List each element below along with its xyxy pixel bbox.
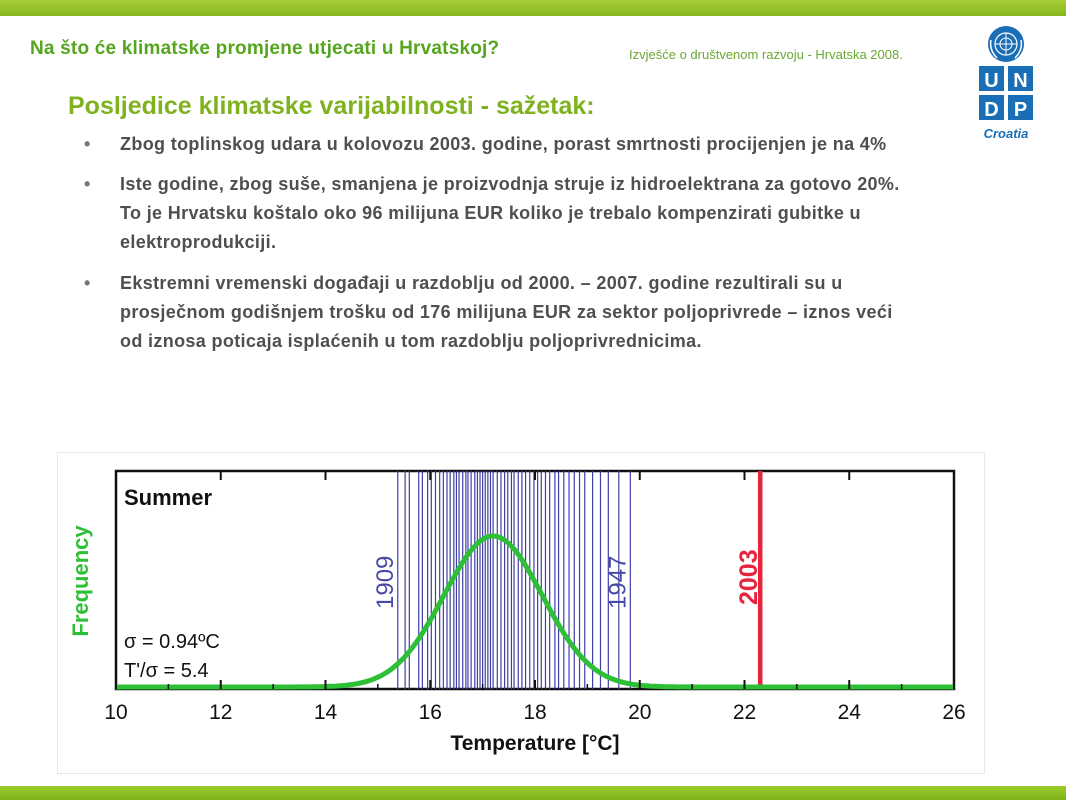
x-tick-label: 10 — [104, 701, 128, 724]
x-tick-label: 22 — [732, 701, 757, 724]
x-tick-label: 18 — [523, 701, 547, 724]
report-title: Izvješće o društvenom razvoju - Hrvatska 2008. — [629, 47, 903, 62]
list-item — [84, 269, 914, 356]
bullet-text: Zbog toplinskog udara u kolovozu 2003. godine, porast smrtnosti procijenjen je na 4% — [120, 134, 887, 154]
logo-subtitle: Croatia — [983, 126, 1029, 141]
ratio-annotation: T'/σ = 5.4 — [124, 660, 209, 682]
slide-title: Posljedice klimatske varijabilnosti - sažetak: — [68, 92, 595, 120]
logo-letter-n: N — [1013, 70, 1028, 92]
x-tick-label: 12 — [209, 701, 233, 724]
bullet-dot-icon: • — [84, 134, 91, 154]
undp-logo — [975, 18, 1037, 146]
x-tick-label: 26 — [942, 701, 966, 724]
logo-letter-u: U — [984, 70, 999, 92]
chart-svg — [58, 453, 984, 773]
list-item — [84, 170, 914, 257]
bullet-text: Iste godine, zbog suše, smanjena je proizvodnja struje iz hidroelektrana za gotovo 20%. To je Hrvatsku koštalo oko 96 milijuna EUR koliko je trebalo kompenzirati gubitke u elektroprodukciji. — [120, 174, 900, 252]
bullet-dot-icon: • — [84, 273, 91, 293]
bullet-text: Ekstremni vremenski događaji u razdoblju od 2000. – 2007. godine rezultirali su u prosječnom godišnjem trošku od 176 milijuna EUR za sektor poljoprivrede – iznos veći od iznosa poticaja isplaćenih u tom razdoblju poljoprivrednicima. — [120, 273, 893, 351]
logo-letter-p: P — [1013, 99, 1028, 121]
sigma-annotation: σ = 0.94ºC — [124, 631, 220, 653]
bullet-list — [84, 130, 914, 356]
x-axis-label: Temperature [°C] — [450, 732, 620, 755]
bullet-dot-icon: • — [84, 174, 91, 194]
year-label-2003: 2003 — [735, 549, 764, 605]
un-emblem-icon — [988, 26, 1024, 62]
temperature-distribution-chart — [58, 453, 984, 773]
list-item — [84, 130, 914, 159]
x-tick-label: 24 — [837, 701, 861, 724]
year-label-1909: 1909 — [371, 555, 399, 609]
header-question: Na što će klimatske promjene utjecati u Hrvatskoj? — [30, 38, 500, 59]
chart-title: Summer — [124, 485, 213, 510]
bottom-accent-bar — [0, 786, 1066, 800]
x-tick-label: 20 — [628, 701, 652, 724]
logo-letter-d: D — [984, 99, 999, 121]
y-axis-label: Frequency — [68, 525, 93, 637]
x-tick-label: 14 — [313, 701, 338, 724]
top-accent-bar — [0, 0, 1066, 16]
year-label-1947: 1947 — [604, 555, 632, 609]
x-tick-label: 16 — [418, 701, 442, 724]
